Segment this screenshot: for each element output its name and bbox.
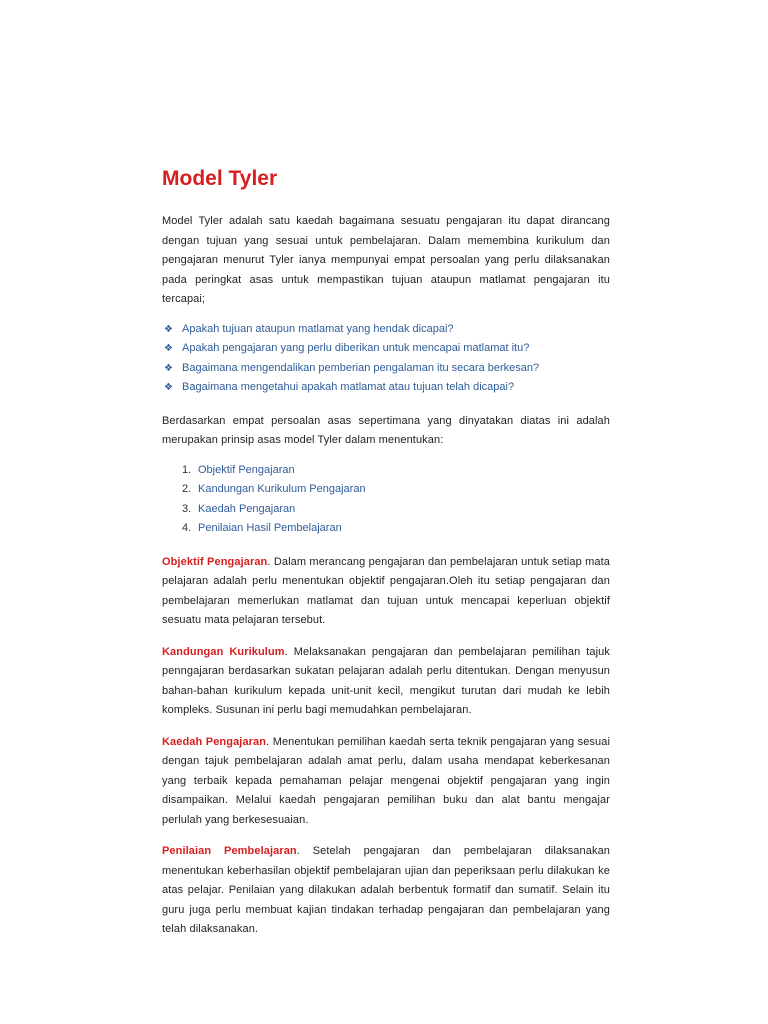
principles-intro: Berdasarkan empat persoalan asas sepertimana yang dinyatakan diatas ini adalah merupakan prinsip asas model Tyler dalam menentukan:: [162, 414, 610, 446]
list-number: 1.: [182, 463, 192, 476]
question-text: Apakah tujuan ataupun matlamat yang hendak dicapai?: [182, 322, 454, 335]
list-item: [162, 359, 610, 379]
section-penilaian: [162, 842, 610, 940]
question-text: Apakah pengajaran yang perlu diberikan untuk mencapai matlamat itu?: [182, 342, 530, 354]
section-term: Kandungan Kurikulum: [162, 645, 285, 658]
diamond-bullet-icon: ❖: [164, 382, 173, 393]
principle-label: Objektif Pengajaran: [198, 463, 295, 476]
document-page: [162, 166, 610, 952]
principle-label: Kandungan Kurikulum Pengajaran: [198, 483, 366, 495]
diamond-bullet-icon: ❖: [164, 343, 173, 354]
principles-list: [162, 461, 610, 539]
section-text: . Dalam merancang pengajaran dan pembelajaran untuk setiap mata pelajaran adalah perlu menentukan objektif pengajaran.Oleh itu setiap pengajaran dan pembelajaran memerlukan matlamat dan tujuan untuk mencapai keperluan objektif sesuatu mata pelajaran tersebut.: [162, 555, 610, 626]
question-text: Bagaimana mengendalikan pemberian pengalaman itu secara berkesan?: [182, 361, 540, 374]
section-term: Objektif Pengajaran: [162, 555, 268, 568]
list-item: [162, 339, 610, 359]
list-number: 4.: [182, 522, 192, 534]
question-list: [162, 320, 610, 398]
section-term: Penilaian Pembelajaran: [162, 845, 297, 857]
page-title: Model Tyler: [162, 167, 278, 190]
list-number: 2.: [182, 483, 192, 495]
question-text: Bagaimana mengetahui apakah matlamat atau tujuan telah dicapai?: [182, 381, 515, 393]
diamond-bullet-icon: ❖: [164, 323, 173, 335]
section-text: . Setelah pengajaran dan pembelajaran dilaksanakan menentukan keberhasilan objektif pembelajaran ujian dan peperiksaan perlu dilakukan ke atas pelajar. Penilaian yang dilakukan adalah berbentuk formatif dan sumatif. Selain itu guru juga perlu membuat kajian tindakan terhadap pengajaran dan pembelajaran yang telah dilaksanakan.: [162, 845, 610, 935]
section-text: . Menentukan pemilihan kaedah serta teknik pengajaran yang sesuai dengan tajuk pembelajaran adalah amat perlu, dalam usaha mendapat keberkesanan yang terbaik kepada pemahaman pelajar mengenai objektif pengajaran yang ingin disampaikan. Melalui kaedah pengajaran pemilihan buku dan alat bantu mengajar perlulah yang berkesesuaian.: [162, 735, 611, 826]
list-item: [162, 500, 610, 520]
diamond-bullet-icon: ❖: [164, 362, 173, 374]
section-kandungan: [162, 643, 610, 721]
principle-label: Kaedah Pengajaran: [198, 502, 296, 515]
section-term: Kaedah Pengajaran: [162, 735, 267, 748]
list-item: [162, 320, 610, 340]
list-item: [162, 480, 610, 500]
section-kaedah: [162, 733, 610, 831]
intro-paragraph: Model Tyler adalah satu kaedah bagaimana sesuatu pengajaran itu dapat dirancang dengan tujuan yang sesuai untuk pembelajaran. Dalam memembina kurikulum dan pengajaran menurut Tyler ianya mempunyai empat persoalan yang perlu dilaksanakan pada peringkat asas untuk mempastikan tujuan ataupun matlamat pengajaran itu tercapai;: [162, 215, 610, 305]
list-item: [162, 461, 610, 481]
principle-label: Penilaian Hasil Pembelajaran: [198, 522, 342, 534]
section-objektif: [162, 553, 610, 631]
list-number: 3.: [182, 502, 192, 515]
section-text: . Melaksanakan pengajaran dan pembelajaran pemilihan tajuk penngajaran berdasarkan sukatan pelajaran adalah perlu ditentukan. Dengan menyusun bahan-bahan kurikulum kepada unit-unit kecil, mengikut turutan dari mudah ke lebih kompleks. Susunan ini perlu bagi memudahkan pembelajaran.: [162, 645, 611, 716]
list-item: [162, 378, 610, 398]
list-item: [162, 519, 610, 539]
